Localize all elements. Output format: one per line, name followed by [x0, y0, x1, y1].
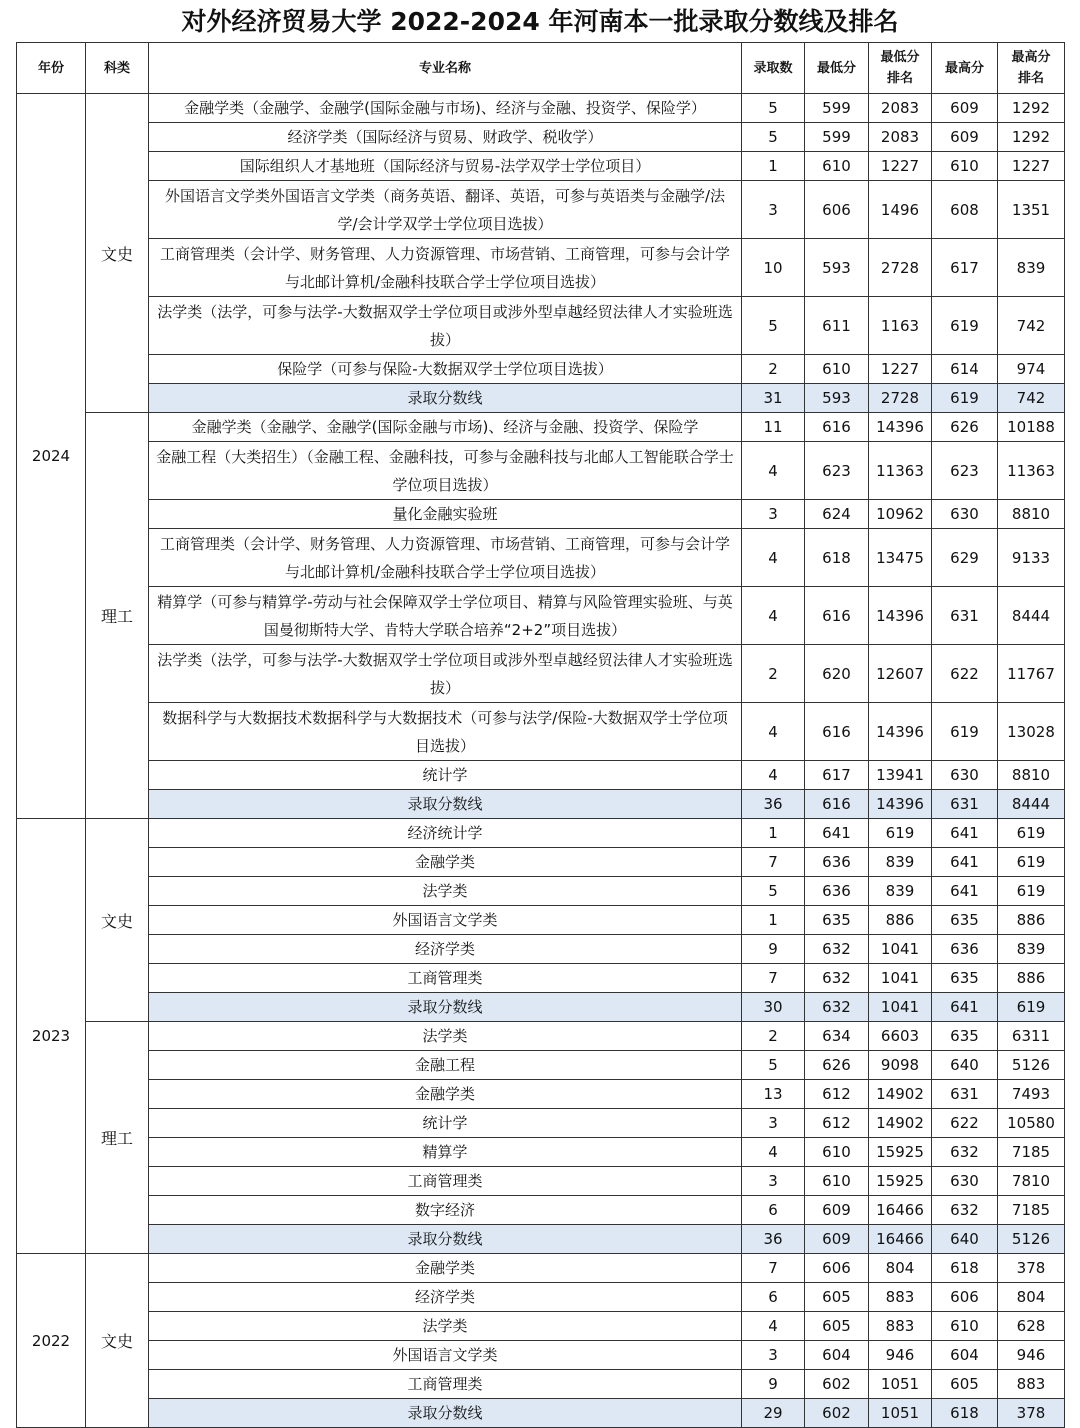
max-rank: 886 [998, 906, 1065, 935]
max-rank: 8810 [998, 761, 1065, 790]
max-score: 630 [932, 500, 998, 529]
table-row [17, 181, 1065, 239]
admit-count: 10 [742, 239, 805, 297]
max-score: 631 [932, 587, 998, 645]
major-name: 外国语言文学类外国语言文学类（商务英语、翻译、英语，可参与英语类与金融学/法学/会计学双学士学位项目选拔） [149, 181, 742, 239]
admit-count: 4 [742, 703, 805, 761]
major-name: 法学类（法学，可参与法学-大数据双学士学位项目或涉外型卓越经贸法律人才实验班选拔） [149, 645, 742, 703]
admit-count: 6 [742, 1283, 805, 1312]
max-score: 631 [932, 1080, 998, 1109]
admit-count: 31 [742, 384, 805, 413]
max-score: 636 [932, 935, 998, 964]
admit-count: 5 [742, 877, 805, 906]
min-rank: 11363 [869, 442, 932, 500]
table-row [17, 848, 1065, 877]
admit-count: 5 [742, 94, 805, 123]
max-rank: 839 [998, 239, 1065, 297]
min-score: 606 [805, 1254, 869, 1283]
min-rank: 10962 [869, 500, 932, 529]
min-rank: 13475 [869, 529, 932, 587]
header-count: 录取数 [742, 43, 805, 94]
min-score: 626 [805, 1051, 869, 1080]
major-name: 数字经济 [149, 1196, 742, 1225]
admit-count: 1 [742, 819, 805, 848]
min-score: 602 [805, 1370, 869, 1399]
admit-count: 13 [742, 1080, 805, 1109]
min-rank: 9098 [869, 1051, 932, 1080]
min-score: 604 [805, 1341, 869, 1370]
table-row [17, 442, 1065, 500]
admit-count: 3 [742, 1167, 805, 1196]
max-rank: 619 [998, 848, 1065, 877]
max-rank: 8444 [998, 790, 1065, 819]
max-score: 641 [932, 819, 998, 848]
min-score: 610 [805, 1167, 869, 1196]
max-score: 641 [932, 848, 998, 877]
table-row [17, 1138, 1065, 1167]
major-name: 金融工程（大类招生）（金融工程、金融科技，可参与金融科技与北邮人工智能联合学士学位项目选拔） [149, 442, 742, 500]
max-rank: 742 [998, 384, 1065, 413]
max-rank: 378 [998, 1399, 1065, 1428]
min-rank: 1227 [869, 152, 932, 181]
table-row [17, 239, 1065, 297]
major-name: 法学类 [149, 877, 742, 906]
min-score: 610 [805, 1138, 869, 1167]
min-score: 606 [805, 181, 869, 239]
max-score: 630 [932, 761, 998, 790]
min-score: 641 [805, 819, 869, 848]
max-score: 618 [932, 1254, 998, 1283]
header-min-rank [869, 43, 932, 94]
year-cell: 2024 [17, 94, 86, 819]
max-score: 635 [932, 964, 998, 993]
admit-count: 3 [742, 181, 805, 239]
major-name: 金融学类（金融学、金融学(国际金融与市场)、经济与金融、投资学、保险学） [149, 94, 742, 123]
max-score: 632 [932, 1138, 998, 1167]
major-name: 外国语言文学类 [149, 1341, 742, 1370]
header-max-rank-line1: 最高分 [1011, 50, 1051, 65]
min-rank: 14396 [869, 587, 932, 645]
major-name: 工商管理类 [149, 1167, 742, 1196]
admit-count: 2 [742, 355, 805, 384]
table-row [17, 1109, 1065, 1138]
max-score: 604 [932, 1341, 998, 1370]
min-score: 610 [805, 355, 869, 384]
table-body [17, 94, 1065, 1428]
min-rank: 14902 [869, 1109, 932, 1138]
max-rank: 8810 [998, 500, 1065, 529]
min-rank: 1496 [869, 181, 932, 239]
min-rank: 883 [869, 1283, 932, 1312]
header-row [17, 43, 1065, 94]
max-rank: 1227 [998, 152, 1065, 181]
min-score: 593 [805, 239, 869, 297]
max-score: 622 [932, 1109, 998, 1138]
min-rank: 1051 [869, 1399, 932, 1428]
major-name: 工商管理类 [149, 1370, 742, 1399]
min-rank: 15925 [869, 1138, 932, 1167]
min-score: 611 [805, 297, 869, 355]
max-score: 622 [932, 645, 998, 703]
min-rank: 1227 [869, 355, 932, 384]
max-score: 610 [932, 1312, 998, 1341]
max-rank: 886 [998, 964, 1065, 993]
admit-count: 4 [742, 1312, 805, 1341]
admit-count: 7 [742, 848, 805, 877]
admit-count: 4 [742, 442, 805, 500]
min-score: 634 [805, 1022, 869, 1051]
min-score: 602 [805, 1399, 869, 1428]
year-cell: 2023 [17, 819, 86, 1254]
header-min-score: 最低分 [805, 43, 869, 94]
min-rank: 1051 [869, 1370, 932, 1399]
table-row [17, 123, 1065, 152]
admit-count: 5 [742, 123, 805, 152]
table-row [17, 587, 1065, 645]
major-name: 保险学（可参与保险-大数据双学士学位项目选拔） [149, 355, 742, 384]
max-rank: 11363 [998, 442, 1065, 500]
min-score: 616 [805, 790, 869, 819]
min-score: 636 [805, 877, 869, 906]
admit-count: 36 [742, 790, 805, 819]
max-rank: 1351 [998, 181, 1065, 239]
major-name: 经济学类 [149, 1283, 742, 1312]
max-score: 632 [932, 1196, 998, 1225]
min-score: 623 [805, 442, 869, 500]
admit-count: 4 [742, 529, 805, 587]
min-rank: 1041 [869, 935, 932, 964]
max-score: 635 [932, 906, 998, 935]
major-name: 国际组织人才基地班（国际经济与贸易-法学双学士学位项目） [149, 152, 742, 181]
major-name: 精算学（可参与精算学-劳动与社会保障双学士学位项目、精算与风险管理实验班、与英国曼彻斯特大学、肯特大学联合培养“2+2”项目选拔） [149, 587, 742, 645]
min-rank: 2728 [869, 384, 932, 413]
summary-label: 录取分数线 [149, 790, 742, 819]
max-rank: 7810 [998, 1167, 1065, 1196]
min-rank: 2083 [869, 94, 932, 123]
summary-label: 录取分数线 [149, 384, 742, 413]
admit-count: 7 [742, 1254, 805, 1283]
category-cell: 理工 [86, 413, 149, 819]
summary-row [17, 993, 1065, 1022]
admit-count: 30 [742, 993, 805, 1022]
admit-count: 7 [742, 964, 805, 993]
summary-row [17, 384, 1065, 413]
major-name: 统计学 [149, 1109, 742, 1138]
max-score: 641 [932, 993, 998, 1022]
max-rank: 1292 [998, 123, 1065, 152]
admit-count: 5 [742, 297, 805, 355]
min-score: 617 [805, 761, 869, 790]
max-rank: 883 [998, 1370, 1065, 1399]
table-row [17, 529, 1065, 587]
min-rank: 1041 [869, 964, 932, 993]
min-score: 636 [805, 848, 869, 877]
min-rank: 839 [869, 848, 932, 877]
min-rank: 839 [869, 877, 932, 906]
major-name: 量化金融实验班 [149, 500, 742, 529]
table-row [17, 1022, 1065, 1051]
max-rank: 11767 [998, 645, 1065, 703]
max-score: 610 [932, 152, 998, 181]
header-year: 年份 [17, 43, 86, 94]
max-rank: 6311 [998, 1022, 1065, 1051]
major-name: 外国语言文学类 [149, 906, 742, 935]
min-rank: 2728 [869, 239, 932, 297]
min-score: 605 [805, 1312, 869, 1341]
min-rank: 883 [869, 1312, 932, 1341]
table-row [17, 297, 1065, 355]
max-score: 626 [932, 413, 998, 442]
admit-count: 4 [742, 587, 805, 645]
header-max-score: 最高分 [932, 43, 998, 94]
max-rank: 742 [998, 297, 1065, 355]
max-rank: 1292 [998, 94, 1065, 123]
min-score: 632 [805, 993, 869, 1022]
max-score: 623 [932, 442, 998, 500]
admit-count: 29 [742, 1399, 805, 1428]
summary-label: 录取分数线 [149, 1399, 742, 1428]
min-rank: 6603 [869, 1022, 932, 1051]
max-rank: 378 [998, 1254, 1065, 1283]
table-row [17, 703, 1065, 761]
category-cell: 文史 [86, 94, 149, 413]
table-row [17, 1051, 1065, 1080]
admit-count: 9 [742, 1370, 805, 1399]
min-rank: 12607 [869, 645, 932, 703]
major-name: 金融学类 [149, 1254, 742, 1283]
min-score: 624 [805, 500, 869, 529]
max-score: 635 [932, 1022, 998, 1051]
admit-count: 2 [742, 1022, 805, 1051]
summary-row [17, 790, 1065, 819]
max-score: 617 [932, 239, 998, 297]
admit-count: 1 [742, 152, 805, 181]
major-name: 法学类 [149, 1022, 742, 1051]
category-cell: 文史 [86, 1254, 149, 1428]
min-score: 616 [805, 587, 869, 645]
min-score: 593 [805, 384, 869, 413]
max-rank: 10580 [998, 1109, 1065, 1138]
table-row [17, 964, 1065, 993]
max-score: 619 [932, 703, 998, 761]
header-max-rank [998, 43, 1065, 94]
table-row [17, 645, 1065, 703]
major-name: 金融工程 [149, 1051, 742, 1080]
max-score: 608 [932, 181, 998, 239]
min-rank: 14396 [869, 413, 932, 442]
max-score: 640 [932, 1051, 998, 1080]
max-rank: 946 [998, 1341, 1065, 1370]
max-rank: 7185 [998, 1196, 1065, 1225]
min-score: 618 [805, 529, 869, 587]
max-rank: 5126 [998, 1225, 1065, 1254]
max-score: 605 [932, 1370, 998, 1399]
admit-count: 1 [742, 906, 805, 935]
table-row [17, 1312, 1065, 1341]
header-min-rank-line2: 排名 [886, 71, 913, 86]
max-score: 631 [932, 790, 998, 819]
max-rank: 974 [998, 355, 1065, 384]
max-score: 614 [932, 355, 998, 384]
major-name: 工商管理类（会计学、财务管理、人力资源管理、市场营销、工商管理，可参与会计学与北邮计算机/金融科技联合学士学位项目选拔） [149, 239, 742, 297]
max-rank: 5126 [998, 1051, 1065, 1080]
summary-row [17, 1225, 1065, 1254]
table-row [17, 1254, 1065, 1283]
header-min-rank-line1: 最低分 [880, 50, 920, 65]
major-name: 经济统计学 [149, 819, 742, 848]
min-rank: 1163 [869, 297, 932, 355]
min-rank: 16466 [869, 1225, 932, 1254]
min-rank: 14396 [869, 703, 932, 761]
table-row [17, 906, 1065, 935]
admit-count: 6 [742, 1196, 805, 1225]
major-name: 数据科学与大数据技术数据科学与大数据技术（可参与法学/保险-大数据双学士学位项目选拔） [149, 703, 742, 761]
min-rank: 886 [869, 906, 932, 935]
max-score: 641 [932, 877, 998, 906]
admit-count: 3 [742, 500, 805, 529]
min-score: 620 [805, 645, 869, 703]
major-name: 工商管理类（会计学、财务管理、人力资源管理、市场营销、工商管理，可参与会计学与北邮计算机/金融科技联合学士学位项目选拔） [149, 529, 742, 587]
admission-table [16, 42, 1065, 1428]
max-score: 640 [932, 1225, 998, 1254]
min-score: 632 [805, 935, 869, 964]
max-rank: 10188 [998, 413, 1065, 442]
summary-label: 录取分数线 [149, 1225, 742, 1254]
max-rank: 9133 [998, 529, 1065, 587]
admit-count: 5 [742, 1051, 805, 1080]
min-score: 635 [805, 906, 869, 935]
table-row [17, 152, 1065, 181]
table-row [17, 1080, 1065, 1109]
min-score: 599 [805, 94, 869, 123]
table-row [17, 1196, 1065, 1225]
min-score: 599 [805, 123, 869, 152]
table-row [17, 355, 1065, 384]
min-score: 616 [805, 703, 869, 761]
major-name: 统计学 [149, 761, 742, 790]
major-name: 法学类（法学，可参与法学-大数据双学士学位项目或涉外型卓越经贸法律人才实验班选拔） [149, 297, 742, 355]
min-score: 632 [805, 964, 869, 993]
admit-count: 3 [742, 1109, 805, 1138]
min-rank: 946 [869, 1341, 932, 1370]
min-score: 605 [805, 1283, 869, 1312]
table-row [17, 413, 1065, 442]
min-rank: 619 [869, 819, 932, 848]
max-rank: 804 [998, 1283, 1065, 1312]
min-score: 609 [805, 1225, 869, 1254]
table-row [17, 94, 1065, 123]
min-rank: 13941 [869, 761, 932, 790]
max-rank: 628 [998, 1312, 1065, 1341]
major-name: 法学类 [149, 1312, 742, 1341]
header-max-rank-line2: 排名 [1017, 71, 1044, 86]
table-row [17, 1370, 1065, 1399]
min-rank: 804 [869, 1254, 932, 1283]
table-row [17, 1167, 1065, 1196]
category-cell: 文史 [86, 819, 149, 1022]
summary-label: 录取分数线 [149, 993, 742, 1022]
max-score: 630 [932, 1167, 998, 1196]
max-score: 619 [932, 297, 998, 355]
max-rank: 7185 [998, 1138, 1065, 1167]
major-name: 经济学类（国际经济与贸易、财政学、税收学） [149, 123, 742, 152]
max-rank: 13028 [998, 703, 1065, 761]
admit-count: 4 [742, 761, 805, 790]
year-cell: 2022 [17, 1254, 86, 1428]
table-row [17, 1341, 1065, 1370]
major-name: 金融学类 [149, 1080, 742, 1109]
min-score: 612 [805, 1080, 869, 1109]
min-rank: 1041 [869, 993, 932, 1022]
major-name: 经济学类 [149, 935, 742, 964]
admit-count: 36 [742, 1225, 805, 1254]
min-score: 610 [805, 152, 869, 181]
admit-count: 3 [742, 1341, 805, 1370]
min-rank: 14396 [869, 790, 932, 819]
min-rank: 16466 [869, 1196, 932, 1225]
max-score: 618 [932, 1399, 998, 1428]
min-score: 616 [805, 413, 869, 442]
table-row [17, 819, 1065, 848]
max-score: 609 [932, 94, 998, 123]
summary-row [17, 1399, 1065, 1428]
max-rank: 619 [998, 877, 1065, 906]
max-rank: 619 [998, 993, 1065, 1022]
min-rank: 2083 [869, 123, 932, 152]
max-score: 619 [932, 384, 998, 413]
header-category: 科类 [86, 43, 149, 94]
table-row [17, 500, 1065, 529]
admit-count: 4 [742, 1138, 805, 1167]
min-score: 612 [805, 1109, 869, 1138]
admit-count: 11 [742, 413, 805, 442]
table-row [17, 935, 1065, 964]
major-name: 精算学 [149, 1138, 742, 1167]
max-score: 606 [932, 1283, 998, 1312]
min-rank: 15925 [869, 1167, 932, 1196]
max-rank: 7493 [998, 1080, 1065, 1109]
table-row [17, 1283, 1065, 1312]
max-rank: 619 [998, 819, 1065, 848]
max-rank: 8444 [998, 587, 1065, 645]
max-rank: 839 [998, 935, 1065, 964]
header-major: 专业名称 [149, 43, 742, 94]
major-name: 金融学类（金融学、金融学(国际金融与市场)、经济与金融、投资学、保险学 [149, 413, 742, 442]
major-name: 金融学类 [149, 848, 742, 877]
max-score: 609 [932, 123, 998, 152]
min-rank: 14902 [869, 1080, 932, 1109]
admit-count: 2 [742, 645, 805, 703]
major-name: 工商管理类 [149, 964, 742, 993]
max-score: 629 [932, 529, 998, 587]
table-row [17, 877, 1065, 906]
admit-count: 9 [742, 935, 805, 964]
page-title: 对外经济贸易大学 2022-2024 年河南本一批录取分数线及排名 [181, 7, 899, 36]
table-row [17, 761, 1065, 790]
category-cell: 理工 [86, 1022, 149, 1254]
min-score: 609 [805, 1196, 869, 1225]
